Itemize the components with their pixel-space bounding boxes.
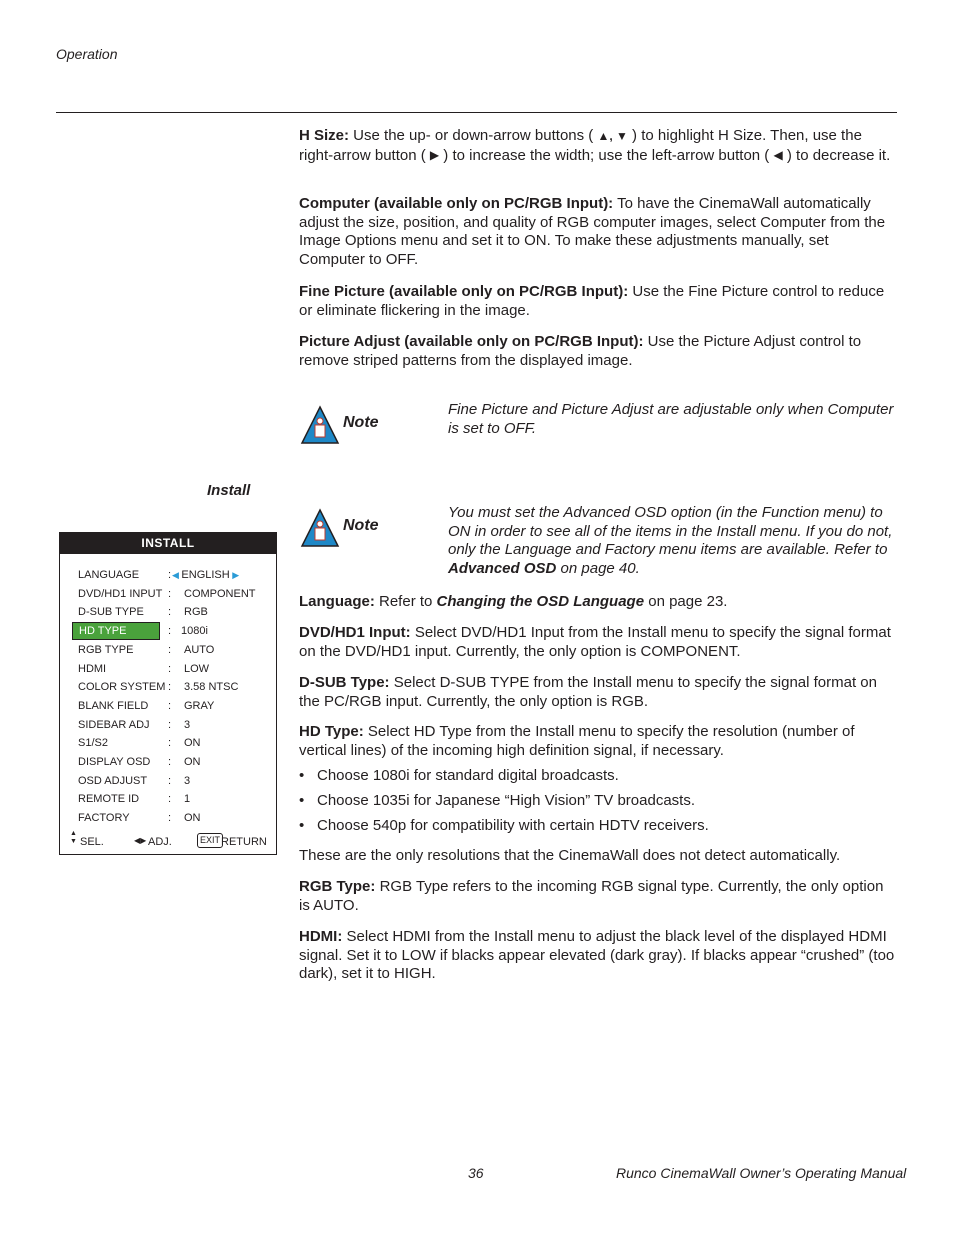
osd-item-colon: : [168, 569, 172, 581]
osd-menu-item[interactable] [78, 716, 268, 734]
osd-item-value: AUTO [184, 643, 215, 656]
osd-item-value: 1 [184, 793, 191, 806]
osd-item-label: BLANK FIELD [78, 699, 149, 712]
advanced-osd-reference[interactable]: Advanced OSD [448, 559, 557, 577]
osd-item-colon: : [168, 587, 172, 600]
manual-title: Runco CinemaWall Owner’s Operating Manual [616, 1165, 907, 1181]
fine-picture-text: Use the Fine Picture control to reduce or eliminate flickering in the image. [299, 283, 885, 319]
note-text [448, 504, 898, 578]
osd-item-colon: : [168, 681, 172, 694]
bullet-text: Choose 1080i for standard digital broadcasts. [317, 767, 619, 784]
osd-menu-item[interactable] [78, 790, 268, 808]
left-triangle-icon[interactable]: ◀ [172, 570, 182, 580]
list-item [299, 792, 695, 811]
osd-menu-item[interactable] [78, 603, 268, 621]
page-number: 36 [468, 1165, 484, 1181]
osd-item-value: ON [184, 737, 201, 750]
language-text-2: on page 23. [644, 593, 728, 610]
osd-item-label: FACTORY [78, 812, 130, 825]
computer-label: Computer (available only on PC/RGB Input): [299, 195, 614, 212]
osd-menu-footer [70, 832, 270, 850]
osd-item-label: COLOR SYSTEM [78, 681, 166, 694]
osd-item-label: S1/S2 [78, 737, 108, 750]
dvd-label: DVD/HD1 Input: [299, 624, 411, 641]
exit-key-icon: EXIT [197, 833, 223, 848]
dvd-paragraph [299, 624, 897, 661]
rgb-paragraph [299, 878, 897, 915]
bullet-text: Choose 1035i for Japanese “High Vision” TV broadcasts. [317, 792, 695, 809]
osd-item-label: HD TYPE [72, 622, 160, 640]
osd-item-label: OSD ADJUST [78, 774, 148, 787]
header-rule [56, 112, 897, 113]
note-icon [300, 405, 340, 445]
rgb-label: RGB Type: [299, 878, 376, 895]
fine-picture-paragraph [299, 283, 897, 320]
osd-item-value: 1080i [181, 625, 208, 638]
osd-item-label: D-SUB TYPE [78, 606, 144, 619]
osd-item-colon: : [168, 774, 172, 787]
osd-item-value: 3 [184, 718, 191, 731]
osd-menu-item[interactable] [78, 753, 268, 771]
osd-menu-item[interactable] [78, 809, 268, 827]
osd-item-label: REMOTE ID [78, 793, 140, 806]
picture-adjust-text: Use the Picture Adjust control to remove striped patterns from the displayed image. [299, 333, 862, 369]
install-heading: Install [207, 482, 251, 499]
osd-menu-item[interactable] [78, 622, 268, 640]
picture-adjust-label: Picture Adjust (available only on PC/RGB Input): [299, 333, 644, 350]
hdmi-paragraph [299, 928, 897, 984]
rgb-text: RGB Type refers to the incoming RGB signal type. Currently, the only option is AUTO. [299, 878, 884, 914]
hsize-text-4: ) to decrease it. [782, 146, 891, 164]
osd-item-label: RGB TYPE [78, 643, 134, 656]
left-arrow-icon: ◀ [773, 147, 783, 162]
language-label: Language: [299, 593, 375, 610]
list-item [299, 817, 709, 836]
osd-item-colon: : [168, 718, 172, 731]
hsize-label: H Size: [299, 127, 350, 144]
computer-paragraph [299, 195, 897, 269]
bullet-text: Choose 540p for compatibility with certain HDTV receivers. [317, 817, 709, 834]
running-header: Operation [56, 46, 118, 62]
osd-item-value: GRAY [184, 699, 215, 712]
osd-item-value: LOW [184, 662, 210, 675]
dsub-label: D-SUB Type: [299, 674, 390, 691]
osd-item-label: SIDEBAR ADJ [78, 718, 150, 731]
note-label: Note [343, 414, 379, 431]
hsize-text-3: ) to increase the width; use the left-arrow button ( [439, 146, 774, 164]
osd-menu-title: INSTALL [60, 533, 276, 554]
changing-osd-language-reference[interactable]: Changing the OSD Language [436, 593, 645, 610]
note-text-1: You must set the Advanced OSD option (in the Function menu) to ON in order to see all of the items in the Install menu. If you do not, only the Language and Factory menu items are available. Refer to [448, 504, 893, 558]
adjust-hint: ADJ. [148, 836, 172, 848]
up-down-arrow-icon: ▲, ▼ [597, 129, 628, 143]
osd-item-value: ON [184, 812, 201, 825]
return-hint: RETURN [221, 836, 267, 848]
install-osd-menu [59, 532, 277, 855]
dsub-paragraph [299, 674, 897, 711]
osd-item-value: 3 [184, 774, 191, 787]
osd-menu-item[interactable] [78, 734, 268, 752]
osd-item-value: ON [184, 756, 201, 768]
bullet-icon: • [299, 767, 305, 784]
up-down-arrow-icon: ▲▼ [70, 830, 77, 845]
hdtype-text: Select HD Type from the Install menu to specify the resolution (number of vertical lines) of the incoming high definition signal, if necessary. [299, 723, 855, 759]
osd-menu-item[interactable] [78, 772, 268, 790]
osd-item-value: COMPONENT [184, 587, 256, 600]
osd-item-value [172, 566, 239, 584]
fine-picture-label: Fine Picture (available only on PC/RGB Input): [299, 283, 629, 300]
osd-item-colon: : [168, 606, 172, 619]
osd-menu-item[interactable] [78, 566, 268, 584]
osd-item-colon: : [168, 737, 172, 750]
note-text-2: on page 40. [556, 559, 640, 577]
osd-menu-item[interactable] [78, 641, 268, 659]
bullet-icon: • [299, 817, 305, 834]
dsub-text: Select D-SUB TYPE from the Install menu to specify the signal format on the PC/RGB input. Currently, the only option is RGB. [299, 674, 877, 710]
dvd-text: Select DVD/HD1 Input from the Install menu to specify the signal format on the DVD/HD1 input. Currently, the only option is COMPONENT. [299, 624, 891, 660]
hdtype-label: HD Type: [299, 723, 364, 740]
hdmi-text: Select HDMI from the Install menu to adjust the black level of the displayed HDMI signal. Set it to LOW if blacks appear elevated (dark gray). If blacks appear “crushed” (too dark), set it to HIGH. [299, 928, 895, 982]
hsize-paragraph [299, 127, 897, 165]
bullet-icon: • [299, 792, 305, 809]
osd-item-colon: : [168, 812, 172, 825]
hsize-text-2: ) to highlight H Size. Then, use the right-arrow button ( [299, 127, 862, 164]
hdtype-paragraph [299, 723, 897, 760]
osd-item-value-text: ENGLISH [181, 569, 230, 581]
right-arrow-icon: ▶ [429, 147, 440, 162]
select-hint: SEL. [80, 836, 104, 848]
osd-item-label: DVD/HD1 INPUT [78, 587, 163, 600]
osd-item-label: LANGUAGE [78, 569, 140, 581]
osd-menu-item[interactable] [78, 660, 268, 678]
language-text-1: Refer to [374, 593, 437, 610]
note-label: Note [343, 517, 379, 534]
osd-item-label: DISPLAY OSD [78, 756, 151, 768]
osd-item-value: RGB [184, 606, 208, 619]
hdmi-label: HDMI: [299, 928, 343, 945]
osd-item-colon: : [168, 643, 172, 656]
list-item [299, 767, 619, 786]
osd-menu-item[interactable] [78, 585, 268, 603]
note-icon [300, 508, 340, 548]
osd-menu-item[interactable] [78, 697, 268, 715]
osd-item-colon: : [168, 756, 172, 768]
language-paragraph [299, 593, 897, 612]
right-triangle-icon[interactable]: ▶ [229, 570, 240, 580]
osd-menu-item[interactable] [78, 678, 268, 696]
osd-item-colon: : [168, 625, 172, 638]
osd-item-label: HDMI [78, 662, 107, 675]
osd-item-colon: : [168, 699, 172, 712]
resolutions-paragraph: These are the only resolutions that the CinemaWall does not detect automatically. [299, 847, 841, 864]
picture-adjust-paragraph [299, 333, 897, 370]
osd-item-colon: : [168, 662, 172, 675]
osd-item-colon: : [168, 793, 172, 806]
hsize-text-1: Use the up- or down-arrow buttons ( [349, 127, 598, 144]
left-right-arrow-icon: ◀▶ [134, 836, 147, 845]
note-text: Fine Picture and Picture Adjust are adjustable only when Computer is set to OFF. [448, 401, 894, 437]
osd-item-value: 3.58 NTSC [184, 681, 239, 694]
computer-text: To have the CinemaWall automatically adjust the size, position, and quality of RGB computer images, select Computer from the Image Options menu and set it to ON. To make these adjustments manually, set Computer to OFF. [299, 195, 886, 268]
